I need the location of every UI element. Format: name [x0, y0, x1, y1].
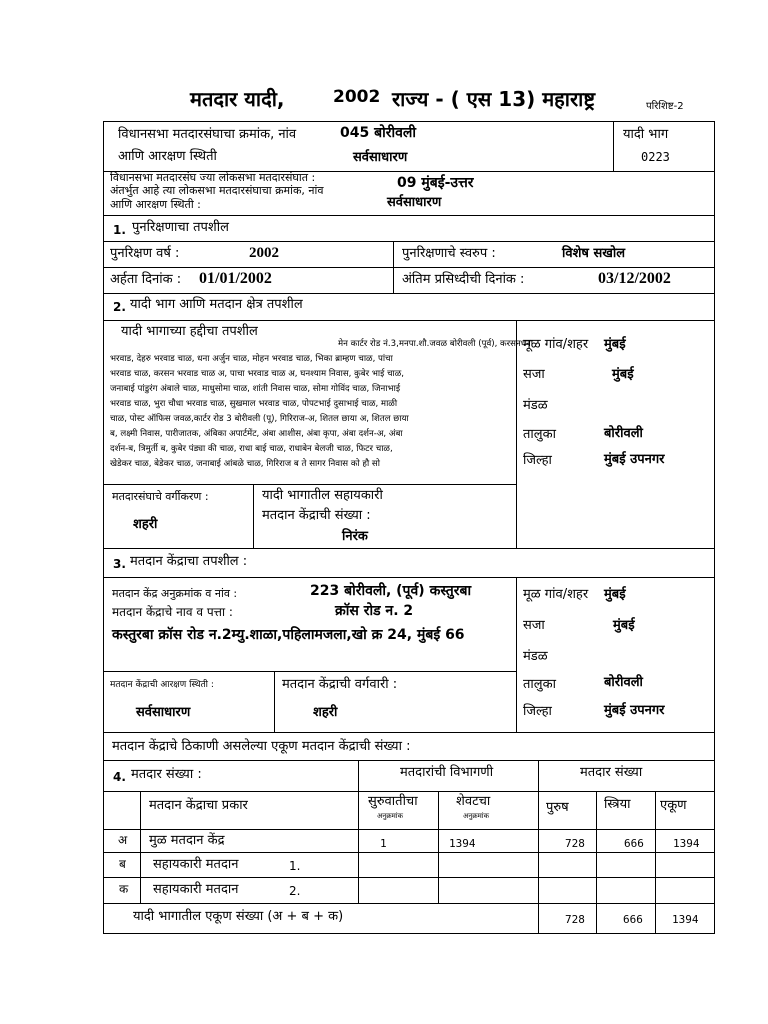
section1-number: 1.: [113, 223, 126, 237]
s2-village-label: मूळ गांव/शहर: [523, 337, 589, 352]
boundary-line: खेडेकर चाळ, बेडेकर चाळ, जनाबाई आंबळे चाळ, गिरिराज ब ते सागर निवास को हौ सो: [110, 459, 380, 469]
s2-village-value: मुंबई: [604, 337, 626, 352]
s2-saja-label: सजा: [523, 367, 545, 382]
row-end: 1394: [449, 837, 476, 850]
boundary-line: ब, लक्ष्मी निवास, पारीजातक, अंबिका अपार्टमेंट, अंबा आशीस, अंबा कृपा, अंबा दर्शन-अ, अंबा: [110, 429, 403, 439]
row-start: 1: [380, 837, 387, 850]
grand-female: 666: [623, 913, 643, 926]
row-type: सहायकारी मतदान: [153, 882, 239, 897]
aux-label-2: मतदान केंद्राची संख्या :: [262, 508, 371, 523]
row-total: 1394: [673, 837, 700, 850]
type-header: मतदान केंद्राचा प्रकार: [149, 798, 248, 813]
boundary-label: यादी भागाच्या हद्दीचा तपशील: [121, 324, 258, 339]
station-name-1: 223 बोरीवली, (पूर्व) कस्तुरबा: [310, 583, 472, 599]
section3-title: मतदान केंद्राचा तपशील :: [130, 554, 248, 569]
revision-year-label: पुनरिक्षण वर्ष :: [110, 246, 180, 261]
final-pub-label: अंतिम प्रसिध्दीची दिनांक :: [402, 272, 525, 287]
s2-taluka-label: तालुका: [523, 427, 556, 442]
s2-taluka-value: बोरीवली: [604, 426, 643, 441]
reservation-label: आणि आरक्षण स्थिती: [118, 149, 217, 164]
reservation-value: सर्वसाधारण: [353, 150, 408, 165]
aux-label-1: यादी भागातील सहायकारी: [262, 488, 383, 503]
classification-label: मतदारसंघाचे वर्गीकरण :: [112, 490, 209, 503]
row-code: ब: [119, 857, 126, 871]
revision-year: 2002: [249, 245, 279, 261]
constituency-label: विधानसभा मतदारसंघाचा क्रमांक, नांव: [118, 127, 297, 142]
boundary-line: भरवाड, देहरु भरवाड चाळ, धना अर्जुन चाळ, मोहन भरवाड चाळ, भिका ब्राम्हण चाळ, पांचा: [110, 354, 393, 364]
station-reservation-value: सर्वसाधारण: [136, 705, 191, 720]
s3-village-value: मुंबई: [604, 587, 626, 602]
boundary-line: भरवाड चाळ, भुरा चौधा भरवाड चाळ, सुखमाल भरवाड चाळ, पोपटभाई दुसाभाई चाळ, माळी: [110, 399, 398, 409]
end-sub: अनुक्रमांक: [463, 812, 489, 820]
station-reservation-label: मतदान केंद्राची आरक्षण स्थिती :: [110, 680, 214, 690]
s3-mandal-label: मंडळ: [523, 649, 548, 664]
revision-type: विशेष सखोल: [562, 246, 626, 261]
constituency-value: 045 बोरीवली: [340, 125, 416, 141]
loksabha-label-1: विधानसभा मतदारसंघ ज्या लोकसभा मतदारसंघात :: [110, 171, 316, 184]
row-type: सहायकारी मतदान: [153, 857, 239, 872]
female-header: स्त्रिया: [604, 797, 631, 812]
total-header: एकूण: [660, 798, 687, 813]
s2-district-label: जिल्हा: [523, 453, 552, 468]
row-female: 666: [624, 837, 644, 850]
boundary-line: मेन कार्टर रोड नं.3,मनपा.शौ.जवळ बोरीवली (पूर्व), करसनधना: [338, 339, 534, 349]
boundary-line: चाळ, पोस्ट ऑफिस जवळ,कार्टर रोड 3 बोरीवली (पू), गिरिराज-अ, शितल छाया अ, शितल छाया: [110, 414, 409, 424]
s3-village-label: मूळ गांव/शहर: [523, 587, 589, 602]
part-value: 0223: [641, 150, 670, 164]
row-num: 2.: [289, 884, 301, 898]
total-stations-label: मतदान केंद्राचे ठिकाणी असलेल्या एकूण मतदान केंद्राची संख्या :: [112, 739, 411, 754]
revision-type-label: पुनरिक्षणाचे स्वरुप :: [402, 246, 496, 261]
s2-saja-value: मुंबई: [612, 367, 634, 382]
s3-saja-value: मुंबई: [613, 618, 635, 633]
grand-male: 728: [565, 913, 585, 926]
row-code: अ: [118, 833, 128, 847]
section4-number: 4.: [113, 770, 126, 784]
section2-title: यादी भाग आणि मतदान क्षेत्र तपशील: [130, 297, 303, 312]
station-category-label: मतदान केंद्राची वर्गवारी :: [282, 677, 398, 692]
boundary-line: भरवाड चाळ, करसन भरवाड चाळ अ, पाचा भरवाड चाळ अ, घनश्याम निवास, कुबेर भाई चाळ,: [110, 369, 405, 379]
appendix-label: परिशिष्ट-2: [646, 101, 684, 112]
start-sub: अनुक्रमांक: [377, 812, 403, 820]
station-address: कस्तुरबा क्रॉस रोड न.2म्यु.शाळा,पहिलामजला,खो क्र 24, मुंबई 66: [112, 627, 465, 643]
station-no-label: मतदान केंद्र अनुक्रमांक व नांव :: [112, 587, 238, 600]
s3-taluka-value: बोरीवली: [604, 675, 643, 690]
station-name-2: क्रॉस रोड न. 2: [335, 603, 414, 619]
s2-district-value: मुंबई उपनगर: [604, 452, 665, 467]
address-label: मतदान केंद्राचे नाव व पत्ता :: [112, 605, 233, 619]
title-state: राज्य - ( एस 13) महाराष्ट्र: [392, 87, 596, 111]
station-category-value: शहरी: [313, 705, 338, 720]
final-pub-date: 03/12/2002: [598, 270, 671, 287]
loksabha-value: 09 मुंबई-उत्तर: [397, 175, 474, 191]
loksabha-reservation: सर्वसाधारण: [387, 195, 442, 210]
end-header: शेवटचा: [456, 794, 491, 809]
aux-value: निरंक: [342, 529, 368, 544]
male-header: पुरुष: [546, 800, 569, 815]
row-type: मुळ मतदान केंद्र: [149, 833, 225, 848]
row-male: 728: [565, 837, 585, 850]
count-header: मतदार संख्या: [580, 765, 643, 780]
boundary-line: दर्शन-ब, त्रिमुर्ती ब, कुबेर पंड्या की चाळ, राधा बाई चाळ, राधाबेन बेलजी चाळ, फिटर चाळ,: [110, 444, 393, 454]
page-title: मतदार यादी,: [190, 87, 285, 111]
loksabha-label-3: आणि आरक्षण स्थिती :: [110, 198, 201, 211]
section2-number: 2.: [113, 300, 126, 314]
section1-title: पुनरिक्षणाचा तपशील: [132, 220, 229, 235]
division-header: मतदारांची विभागणी: [400, 765, 494, 780]
boundary-line: जनाबाई पांडुरंग अंबाले चाळ, माधुसोमा चाळ, शांती निवास चाळ, सोमा गोविंद चाळ, जिनाभाई: [110, 384, 401, 394]
grand-total-label: यादी भागातील एकूण संख्या (अ + ब + क): [133, 909, 344, 924]
s3-district-value: मुंबई उपनगर: [604, 703, 665, 718]
start-header: सुरुवातीचा: [368, 794, 418, 809]
section4-title: मतदार संख्या :: [131, 767, 202, 782]
qualifying-date: 01/01/2002: [199, 270, 272, 287]
row-code: क: [119, 882, 129, 896]
row-num: 1.: [289, 859, 301, 873]
s2-mandal-label: मंडळ: [523, 398, 548, 413]
s3-district-label: जिल्हा: [523, 704, 552, 719]
loksabha-label-2: अंतर्भुत आहे त्या लोकसभा मतदारसंघाचा क्रमांक, नांव: [110, 184, 324, 197]
section3-number: 3.: [113, 557, 126, 571]
part-label: यादी भाग: [623, 127, 669, 142]
grand-total: 1394: [672, 913, 699, 926]
s3-taluka-label: तालुका: [523, 677, 556, 692]
qualifying-date-label: अर्हता दिनांक :: [110, 272, 182, 287]
s3-saja-label: सजा: [523, 618, 545, 633]
title-year: 2002: [333, 87, 381, 107]
classification-value: शहरी: [133, 517, 158, 532]
